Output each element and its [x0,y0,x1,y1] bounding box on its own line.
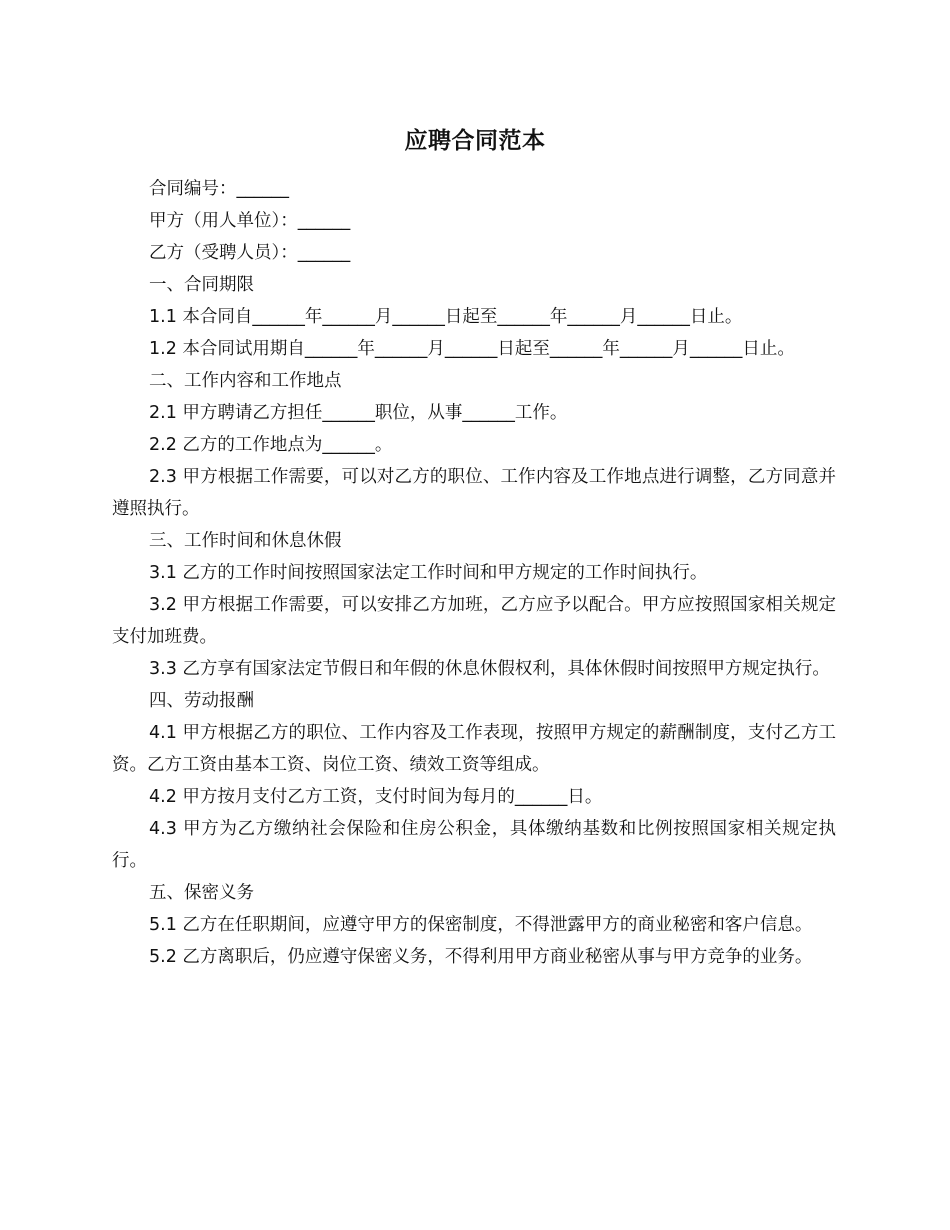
clause-1-1: 1.1 本合同自______年______月______日起至______年______月______日止。 [149,307,743,327]
section-heading-confidentiality: 五、保密义务 [149,883,254,903]
clause-2-3: 2.3 甲方根据工作需要，可以对乙方的职位、工作内容及工作地点进行调整，乙方同意并遵照执行。 [112,467,836,519]
clause-3-3: 3.3 乙方享有国家法定节假日和年假的休息休假权利，具体休假时间按照甲方规定执行。 [149,659,830,679]
clause-1-2: 1.2 本合同试用期自______年______月______日起至______年______月______日止。 [149,339,795,359]
clause-4-3: 4.3 甲方为乙方缴纳社会保险和住房公积金，具体缴纳基数和比例按照国家相关规定执行。 [112,819,836,871]
clause-4-1: 4.1 甲方根据乙方的职位、工作内容及工作表现，按照甲方规定的薪酬制度，支付乙方工资。乙方工资由基本工资、岗位工资、绩效工资等组成。 [112,723,836,775]
section-heading-work: 二、工作内容和工作地点 [149,371,342,391]
contract-number-line: 合同编号：______ [149,179,289,199]
clause-2-2: 2.2 乙方的工作地点为______。 [149,435,393,455]
document-body [112,173,836,973]
section-heading-hours: 三、工作时间和休息休假 [149,531,342,551]
clause-3-2: 3.2 甲方根据工作需要，可以安排乙方加班，乙方应予以配合。甲方应按照国家相关规定支付加班费。 [112,595,836,647]
party-a-line: 甲方（用人单位）：______ [149,211,351,231]
clause-4-2: 4.2 甲方按月支付乙方工资，支付时间为每月的______日。 [149,787,603,807]
clause-3-1: 3.1 乙方的工作时间按照国家法定工作时间和甲方规定的工作时间执行。 [149,563,708,583]
clause-2-1: 2.1 甲方聘请乙方担任______职位，从事______工作。 [149,403,568,423]
section-heading-pay: 四、劳动报酬 [149,691,254,711]
clause-5-2: 5.2 乙方离职后，仍应遵守保密义务，不得利用甲方商业秘密从事与甲方竞争的业务。 [149,947,813,967]
section-heading-term: 一、合同期限 [149,275,254,295]
clause-5-1: 5.1 乙方在任职期间，应遵守甲方的保密制度，不得泄露甲方的商业秘密和客户信息。 [149,915,813,935]
party-b-line: 乙方（受聘人员）：______ [149,243,351,263]
document-title: 应聘合同范本 [404,128,546,154]
